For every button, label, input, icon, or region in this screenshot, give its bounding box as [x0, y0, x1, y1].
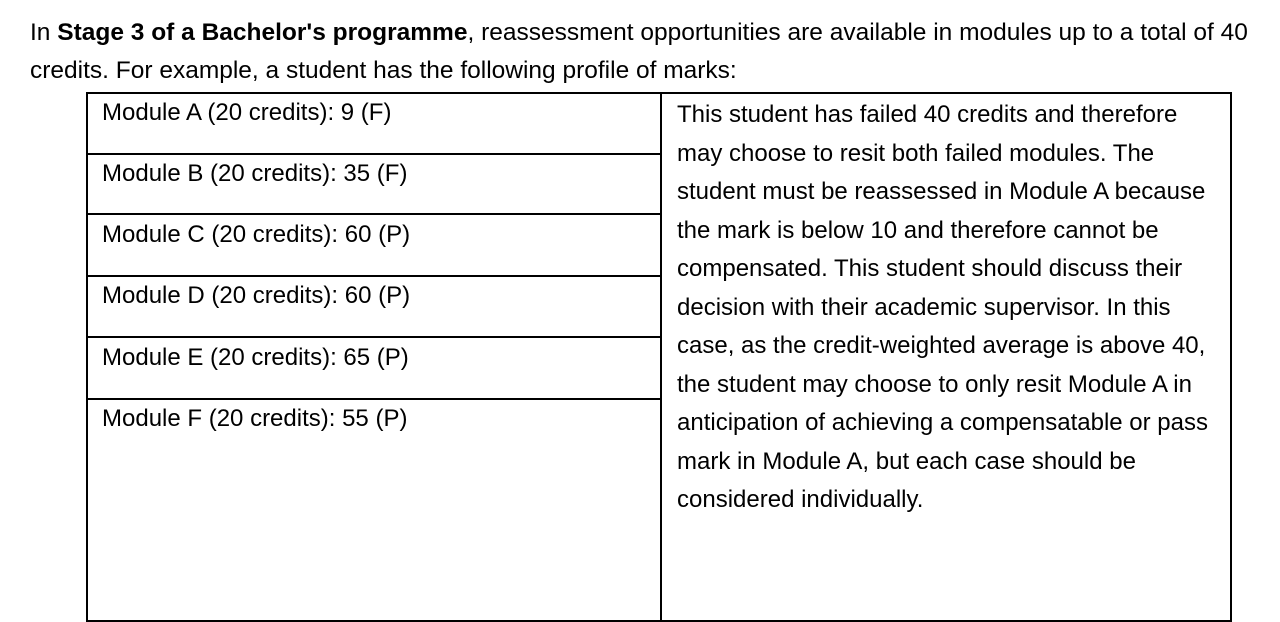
module-d-cell: Module D (20 credits): 60 (P): [102, 282, 411, 309]
module-c-cell: Module C (20 credits): 60 (P): [102, 221, 411, 248]
module-e-cell: Module E (20 credits): 65 (P): [102, 344, 409, 371]
module-a-cell: Module A (20 credits): 9 (F): [102, 99, 392, 126]
row-divider: [86, 398, 662, 400]
column-divider: [660, 92, 662, 622]
row-divider: [86, 336, 662, 338]
module-b-cell: Module B (20 credits): 35 (F): [102, 160, 408, 187]
explanation-text: This student has failed 40 credits and therefore may choose to resit both failed modules. The student must be reassessed in Module A because the mark is below 10 and therefore cannot be compensated. This student should discuss their decision with their academic supervisor. In this case, as the credit-weighted average is above 40, the student may choose to only resit Module A in anticipation of achieving a compensatable or pass mark in Module A, but each case should be considered individually.: [677, 101, 1208, 513]
intro-rest: , reassessment opportunities are available in modules up to a total of 40 credits. For example, a student has the following profile of marks:: [30, 19, 1248, 84]
intro-lead: In: [30, 19, 58, 46]
intro-bold-text: Stage 3 of a Bachelor's programme: [57, 19, 468, 46]
row-divider: [86, 213, 662, 215]
row-divider: [86, 275, 662, 277]
row-divider: [86, 153, 662, 155]
intro-paragraph: [30, 14, 1260, 90]
module-f-cell: Module F (20 credits): 55 (P): [102, 405, 408, 432]
